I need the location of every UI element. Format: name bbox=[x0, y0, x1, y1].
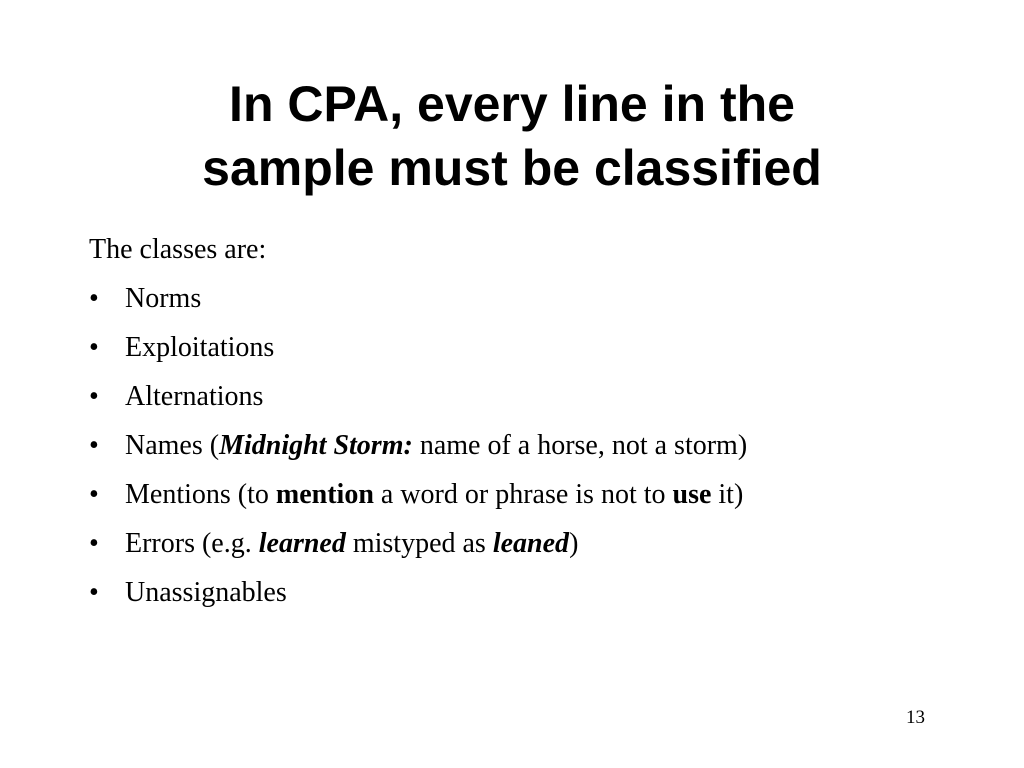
item-emphasis-leaned: leaned bbox=[492, 528, 570, 559]
slide-title bbox=[0, 72, 1024, 200]
item-text-suffix: it) bbox=[711, 479, 744, 510]
slide-title-line-1: In CPA, every line in the bbox=[229, 76, 795, 132]
bullet-icon: • bbox=[89, 381, 99, 412]
item-text-suffix: name of a horse, not a storm) bbox=[412, 430, 748, 461]
list-item-norms bbox=[89, 277, 989, 326]
bullet-icon: • bbox=[89, 430, 99, 461]
bullet-icon: • bbox=[89, 528, 99, 559]
item-bold-use: use bbox=[672, 479, 712, 510]
item-label: Exploitations bbox=[125, 332, 275, 363]
list-item-errors bbox=[89, 522, 989, 571]
item-text-suffix: ) bbox=[569, 528, 579, 559]
item-bold-mention: mention bbox=[275, 479, 374, 510]
item-text-middle: a word or phrase is not to bbox=[373, 479, 673, 510]
bullet-icon: • bbox=[89, 283, 99, 314]
intro-text: The classes are: bbox=[89, 234, 267, 265]
item-text-middle: mistyped as bbox=[345, 528, 493, 559]
item-label: Alternations bbox=[125, 381, 264, 412]
item-label: Unassignables bbox=[125, 577, 287, 608]
item-label: Norms bbox=[125, 283, 202, 314]
bullet-icon: • bbox=[89, 332, 99, 363]
slide-body bbox=[89, 228, 989, 620]
list-item-names bbox=[89, 424, 989, 473]
list-item-unassignables bbox=[89, 571, 989, 620]
bullet-icon: • bbox=[89, 479, 99, 510]
item-emphasis-learned: learned bbox=[258, 528, 346, 559]
item-text-prefix: Names ( bbox=[125, 430, 220, 461]
item-emphasis: Midnight Storm: bbox=[219, 430, 413, 461]
bullet-icon: • bbox=[89, 577, 99, 608]
list-item-mentions bbox=[89, 473, 989, 522]
class-list bbox=[89, 277, 989, 620]
item-text-prefix: Mentions (to bbox=[125, 479, 276, 510]
page-number: 13 bbox=[906, 707, 925, 728]
item-text-prefix: Errors (e.g. bbox=[125, 528, 259, 559]
list-item-alternations bbox=[89, 375, 989, 424]
slide-title-line-2: sample must be classified bbox=[202, 140, 822, 196]
list-item-exploitations bbox=[89, 326, 989, 375]
